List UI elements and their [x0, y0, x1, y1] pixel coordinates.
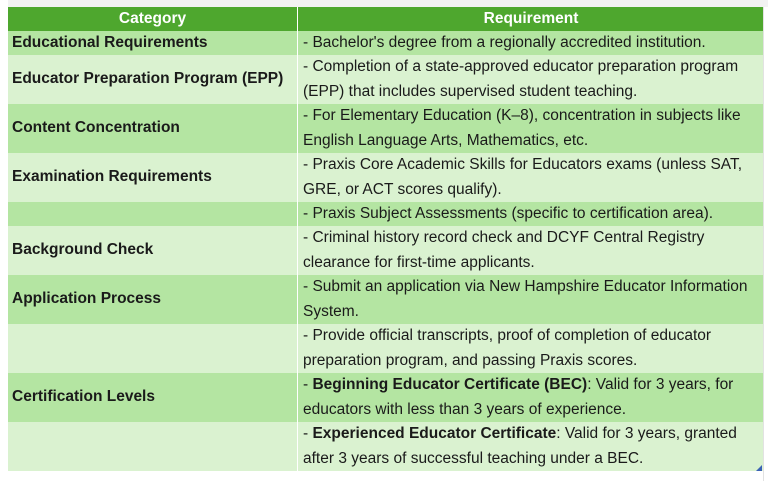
requirement-text: - Criminal history record check and DCYF Central Registry clearance for first-time applicants.	[303, 229, 705, 271]
sheet-right-gutter	[763, 7, 768, 481]
category-cell[interactable]	[8, 202, 298, 226]
bullet-prefix: -	[303, 425, 313, 442]
category-cell[interactable]: Educational Requirements	[8, 31, 298, 55]
row-gutter	[0, 0, 8, 481]
category-cell[interactable]: Educator Preparation Program (EPP)	[8, 55, 298, 104]
table-row	[8, 373, 763, 422]
category-cell[interactable]: Examination Requirements	[8, 153, 298, 202]
certificate-name: Beginning Educator Certificate (BEC)	[312, 376, 588, 393]
table-row	[8, 104, 763, 153]
requirement-text: - Provide official transcripts, proof of completion of educator preparation program, and passing Praxis scores.	[303, 327, 712, 369]
requirement-cell[interactable]	[298, 31, 763, 55]
requirement-cell[interactable]	[298, 202, 763, 226]
requirement-cell[interactable]	[298, 422, 763, 471]
certificate-detail: : Valid for 3 years, for educators with less than 3 years of experience.	[303, 376, 734, 418]
requirement-text: - Submit an application via New Hampshire Educator Information System.	[303, 278, 748, 320]
table-row	[8, 226, 763, 275]
category-cell[interactable]	[8, 324, 298, 373]
table-row	[8, 275, 763, 324]
table-row	[8, 55, 763, 104]
requirement-cell[interactable]	[298, 55, 763, 104]
requirement-cell[interactable]	[298, 104, 763, 153]
requirement-cell[interactable]	[298, 226, 763, 275]
category-cell[interactable]: Background Check	[8, 226, 298, 275]
header-category[interactable]: Category	[8, 7, 298, 31]
requirement-text: - Praxis Subject Assessments (specific to certification area).	[303, 204, 714, 222]
certificate-name: Experienced Educator Certificate	[312, 425, 557, 442]
requirement-text: - Bachelor's degree from a regionally accredited institution.	[303, 33, 706, 51]
requirement-cell[interactable]	[298, 153, 763, 202]
spreadsheet-table	[8, 7, 763, 471]
table-row	[8, 202, 763, 226]
requirement-text	[303, 422, 759, 471]
requirement-text: - For Elementary Education (K–8), concentration in subjects like English Language Arts, Mathematics, etc.	[303, 107, 741, 149]
table-row	[8, 153, 763, 202]
table-row	[8, 422, 763, 471]
requirement-cell[interactable]	[298, 275, 763, 324]
table-row	[8, 324, 763, 373]
certificate-detail: : Valid for 3 years, granted after 3 years of successful teaching under a BEC.	[303, 425, 737, 467]
requirement-cell[interactable]	[298, 324, 763, 373]
category-cell[interactable]	[8, 422, 298, 471]
category-cell[interactable]: Certification Levels	[8, 373, 298, 422]
category-cell[interactable]: Content Concentration	[8, 104, 298, 153]
requirement-cell[interactable]	[298, 373, 763, 422]
requirement-text: - Praxis Core Academic Skills for Educators exams (unless SAT, GRE, or ACT scores qualify).	[303, 156, 743, 198]
requirement-text	[303, 373, 759, 422]
table-row	[8, 31, 763, 55]
category-cell[interactable]: Application Process	[8, 275, 298, 324]
header-requirement[interactable]: Requirement	[298, 7, 763, 31]
bullet-prefix: -	[303, 376, 313, 393]
requirement-text: - Completion of a state-approved educator preparation program (EPP) that includes supervised student teaching.	[303, 58, 739, 100]
table-header-row	[8, 7, 763, 31]
